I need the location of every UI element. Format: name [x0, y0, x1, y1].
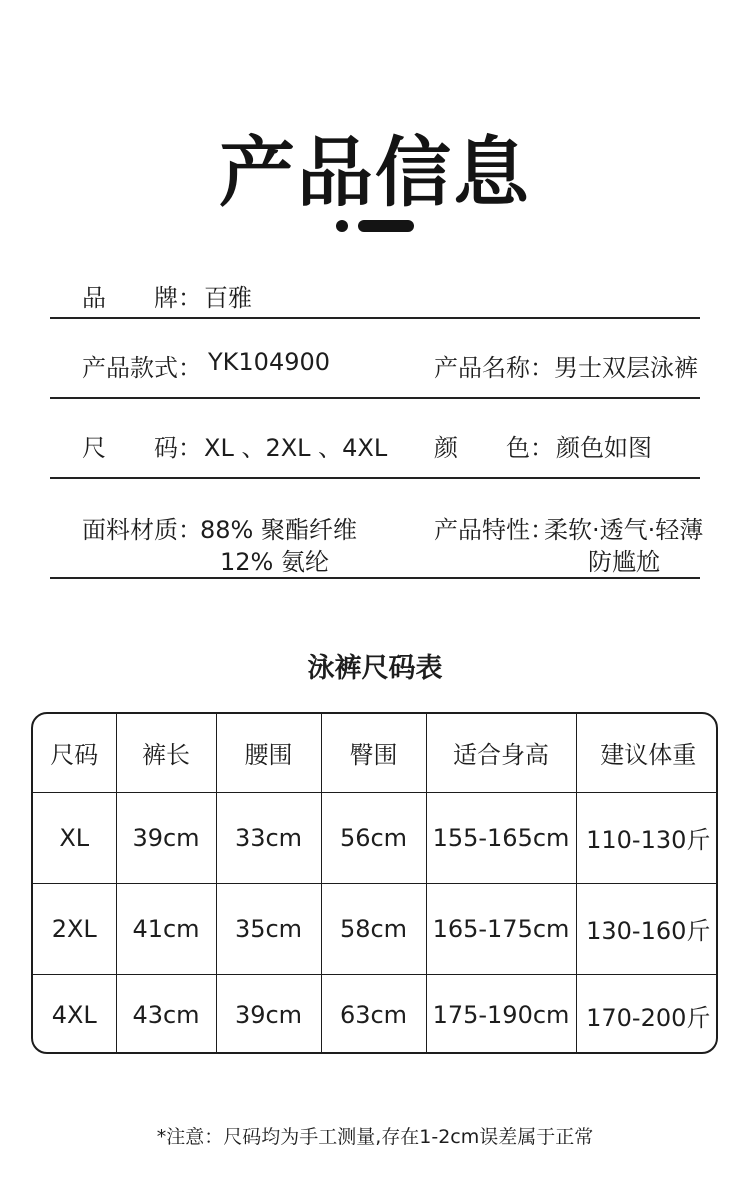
measurement-note: *注意：尺码均为手工测量,存在1-2cm误差属于正常 — [156, 1126, 594, 1148]
table-cell: 63cm — [321, 974, 426, 1054]
feature-value-1: 柔软·透气·轻薄 — [544, 516, 704, 544]
table-row — [33, 974, 718, 1054]
size-table — [31, 712, 718, 1054]
size-label: 尺 码： — [82, 434, 202, 462]
divider-2 — [50, 397, 700, 399]
model-label: 产品款式： — [82, 354, 202, 382]
material-label: 面料材质： — [82, 516, 202, 544]
header-cell: 尺码 — [33, 714, 116, 792]
material-value-1: 88% 聚酯纤维 — [200, 516, 357, 544]
table-cell: 41cm — [116, 883, 216, 974]
table-cell: 39cm — [216, 974, 321, 1054]
table-cell: 4XL — [33, 974, 116, 1054]
product-name-label: 产品名称： — [434, 354, 554, 382]
brand-label: 品 牌： — [82, 284, 202, 312]
table-cell: 155-165cm — [426, 792, 576, 883]
color-label: 颜 色： — [434, 434, 554, 462]
table-cell: 2XL — [33, 883, 116, 974]
feature-label: 产品特性： — [434, 516, 554, 544]
header-cell: 臀围 — [321, 714, 426, 792]
material-value-2: 12% 氨纶 — [220, 548, 329, 576]
table-row — [33, 792, 718, 883]
table-cell: XL — [33, 792, 116, 883]
table-cell: 175-190cm — [426, 974, 576, 1054]
table-cell: 130-160斤 — [576, 883, 718, 974]
table-cell: 33cm — [216, 792, 321, 883]
divider-3 — [50, 477, 700, 479]
header-cell: 适合身高 — [426, 714, 576, 792]
table-cell: 56cm — [321, 792, 426, 883]
feature-value-2: 防尴尬 — [588, 548, 660, 576]
header-cell: 裤长 — [116, 714, 216, 792]
title-decor-bar — [358, 220, 414, 232]
size-value: XL 、2XL 、4XL — [204, 434, 388, 462]
divider-1 — [50, 317, 700, 319]
title-decor-dot — [336, 220, 348, 232]
table-header-row — [33, 714, 718, 792]
divider-4 — [50, 577, 700, 579]
table-cell: 165-175cm — [426, 883, 576, 974]
header-cell: 建议体重 — [576, 714, 718, 792]
table-cell: 58cm — [321, 883, 426, 974]
table-cell: 43cm — [116, 974, 216, 1054]
header-cell: 腰围 — [216, 714, 321, 792]
page-title: 产品信息 — [219, 128, 531, 217]
table-cell: 35cm — [216, 883, 321, 974]
table-row — [33, 883, 718, 974]
color-value: 颜色如图 — [556, 434, 652, 462]
table-cell: 170-200斤 — [576, 974, 718, 1054]
table-cell: 39cm — [116, 792, 216, 883]
brand-value: 百雅 — [204, 284, 252, 312]
model-value: YK104900 — [208, 348, 331, 376]
product-name-value: 男士双层泳裤 — [554, 354, 698, 382]
size-table-title: 泳裤尺码表 — [307, 653, 443, 684]
table-cell: 110-130斤 — [576, 792, 718, 883]
